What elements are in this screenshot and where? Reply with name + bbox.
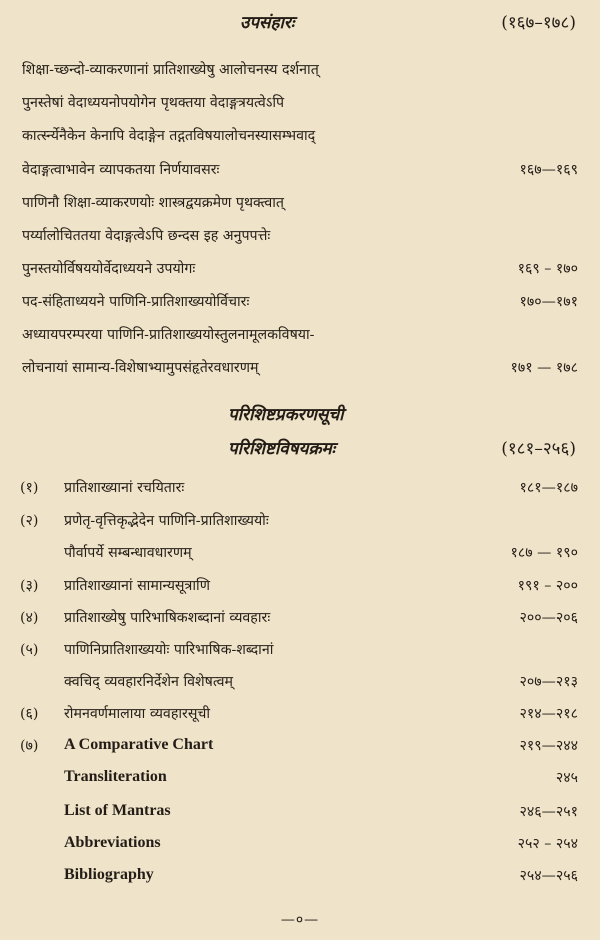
toc-line: पुनस्तेषां वेदाध्ययनोपयोगेन पृथक्तया वेदाङ्गत्रयत्वेऽपि xyxy=(22,95,285,111)
upasamhara-title: उपसंहारः xyxy=(240,13,295,33)
toc-line: वेदाङ्गत्वाभावेन व्यापकतया निर्णयावसरः १६७—१६९ xyxy=(22,162,578,178)
toc-line: कार्त्स्न्येनैकेन केनापि वेदाङ्गेन तद्गतविषयालोचनस्यासम्भवाद् xyxy=(22,128,316,144)
toc-item: (३) प्रातिशाख्यानां सामान्यसूत्राणि १९१ – २०० xyxy=(20,578,578,594)
parishishta-heading: परिशिष्टप्रकरणसूची xyxy=(228,405,344,425)
toc-item: (६) रोमनवर्णमालाया व्यवहारसूची २१४—२१८ xyxy=(20,706,578,722)
toc-item: List of Mantras २४६—२५१ xyxy=(64,802,578,820)
toc-line: पर्य्यालोचिततया वेदाङ्गत्वेऽपि छन्दस इह अनुपपत्तेः xyxy=(22,228,271,244)
toc-item: (२) प्रणेतृ-वृत्तिकृद्भेदेन पाणिनि-प्रातिशाख्ययोः xyxy=(20,513,269,529)
toc-item: Transliteration २४५ xyxy=(64,768,578,786)
toc-item: (७) A Comparative Chart २१९—२४४ xyxy=(20,736,578,754)
toc-item: Abbreviations २५२ – २५४ xyxy=(64,834,578,852)
toc-line: शिक्षा-च्छन्दो-व्याकरणानां प्रातिशाख्येषु आलोचनस्य दर्शनात् xyxy=(22,62,319,78)
toc-item: क्वचिद् व्यवहारनिर्देशेन विशेषत्वम् २०७—२१३ xyxy=(64,674,578,690)
toc-line: लोचनायां सामान्य-विशेषाभ्यामुपसंहृतेरवधारणम् १७१ — १७८ xyxy=(22,360,578,376)
toc-item: Bibliography २५४—२५६ xyxy=(64,866,578,884)
toc-item: पौर्वापर्ये सम्बन्धावधारणम् १८७ — १९० xyxy=(64,545,578,561)
toc-line: पुनस्तयोर्विषययोर्वेदाध्ययने उपयोगः १६९ – १७० xyxy=(22,261,578,277)
page-footer-ornament: —०— xyxy=(280,912,320,928)
parishishta-subheading: परिशिष्टविषयक्रमः xyxy=(228,439,336,459)
upasamhara-range: (१६७–१७८) xyxy=(501,13,576,33)
toc-line: अध्यायपरम्परया पाणिनि-प्रातिशाख्ययोस्तुलनामूलकविषया- xyxy=(22,327,315,343)
toc-line: पाणिनौ शिक्षा-व्याकरणयोः शास्त्रद्वयक्रमेण पृथक्त्वात् xyxy=(22,195,285,211)
toc-item: (५) पाणिनिप्रातिशाख्ययोः पारिभाषिक-शब्दानां xyxy=(20,642,274,658)
parishishta-range: (१८१–२५६) xyxy=(501,439,576,459)
toc-item: (४) प्रातिशाख्येषु पारिभाषिकशब्दानां व्यवहारः २००—२०६ xyxy=(20,610,578,626)
toc-line: पद-संहिताध्ययने पाणिनि-प्रातिशाख्ययोर्विचारः १७०—१७१ xyxy=(22,294,578,310)
toc-item: (१) प्रातिशाख्यानां रचयितारः १८१—१८७ xyxy=(20,480,578,496)
